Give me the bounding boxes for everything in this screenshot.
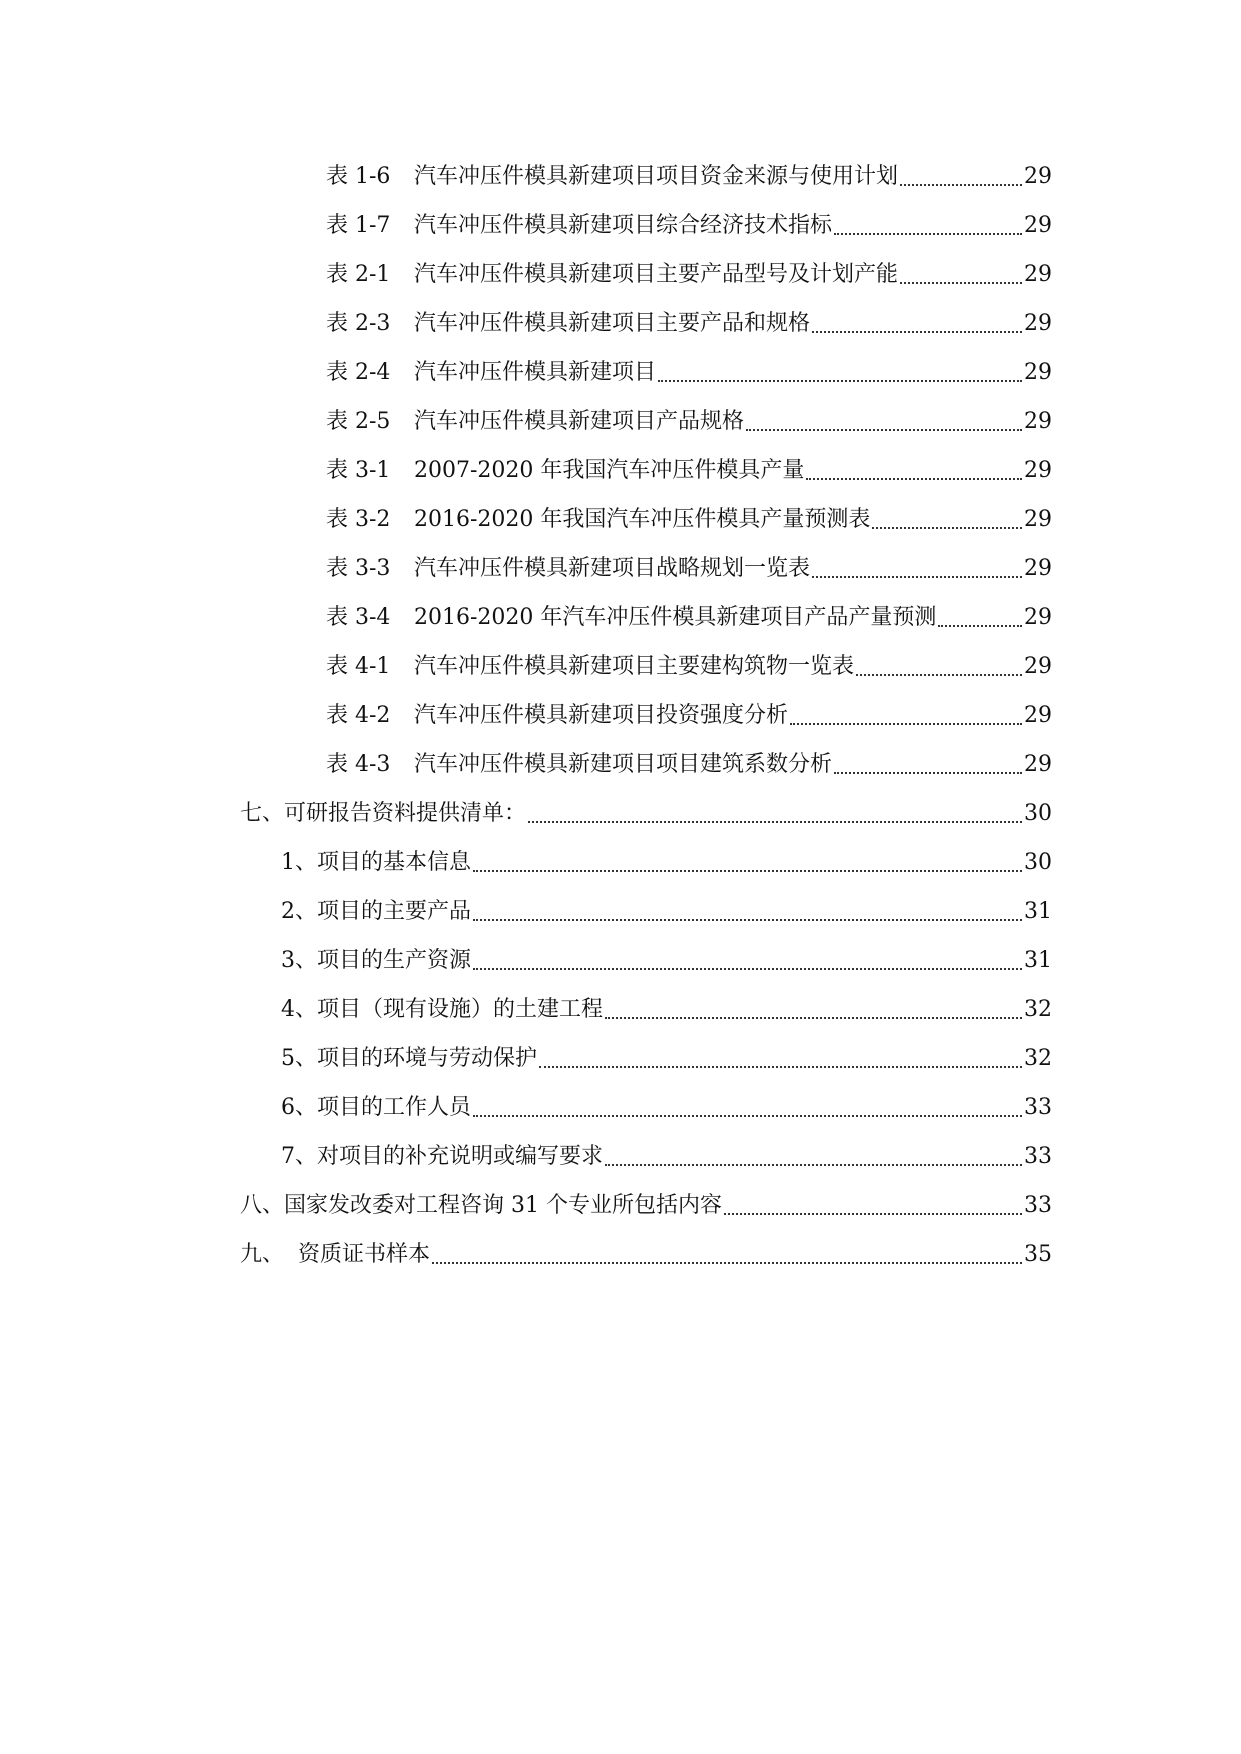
- dot-leader: [834, 232, 1022, 235]
- dot-leader: [528, 820, 1022, 823]
- toc-entry[interactable]: [0, 789, 1241, 838]
- toc-entry-title: 九、 资质证书样本: [240, 1241, 430, 1267]
- toc-entry-label: [326, 750, 832, 780]
- dot-leader: [872, 526, 1022, 529]
- toc-entry-page: 29: [1024, 653, 1052, 679]
- toc-entry-page: 33: [1024, 1143, 1052, 1169]
- dot-leader: [806, 477, 1022, 480]
- toc-entry[interactable]: [0, 299, 1241, 348]
- toc-entry-label: [326, 211, 832, 241]
- table-of-contents: [0, 152, 1241, 1279]
- toc-entry-number: 表 3-4: [326, 604, 391, 630]
- toc-entry-number: 表 2-5: [326, 408, 391, 434]
- toc-entry[interactable]: [0, 1132, 1241, 1181]
- toc-entry-number: 表 1-6: [326, 163, 391, 189]
- dot-leader: [605, 1016, 1022, 1019]
- toc-entry[interactable]: [0, 250, 1241, 299]
- toc-entry-title: 汽车冲压件模具新建项目产品规格: [414, 408, 745, 434]
- toc-entry-label: [326, 456, 804, 486]
- toc-entry-title: 七、可研报告资料提供清单：: [240, 800, 527, 826]
- toc-entry[interactable]: [0, 446, 1241, 495]
- toc-entry-page: 29: [1024, 506, 1052, 532]
- toc-entry-number: 表 3-3: [326, 555, 391, 581]
- toc-entry-title: 汽车冲压件模具新建项目投资强度分析: [414, 702, 789, 728]
- toc-entry-title: 5、项目的环境与劳动保护: [281, 1045, 537, 1071]
- toc-entry-label: [326, 505, 870, 535]
- toc-entry-number: 表 2-4: [326, 359, 391, 385]
- toc-entry[interactable]: [0, 691, 1241, 740]
- toc-entry-page: 29: [1024, 702, 1052, 728]
- toc-entry-page: 29: [1024, 604, 1052, 630]
- dot-leader: [834, 771, 1022, 774]
- toc-entry[interactable]: [0, 152, 1241, 201]
- dot-leader: [900, 183, 1022, 186]
- toc-entry-page: 33: [1024, 1192, 1052, 1218]
- dot-leader: [473, 967, 1022, 970]
- dot-leader: [539, 1065, 1022, 1068]
- dot-leader: [432, 1261, 1022, 1264]
- toc-entry-label: [326, 309, 810, 339]
- toc-entry[interactable]: [0, 887, 1241, 936]
- toc-entry-page: 33: [1024, 1094, 1052, 1120]
- dot-leader: [473, 869, 1022, 872]
- toc-entry-title: 汽车冲压件模具新建项目主要产品和规格: [414, 310, 811, 336]
- toc-entry-page: 29: [1024, 163, 1052, 189]
- toc-entry-title: 3、项目的生产资源: [281, 947, 471, 973]
- toc-entry-page: 29: [1024, 555, 1052, 581]
- toc-entry-title: 汽车冲压件模具新建项目综合经济技术指标: [414, 212, 833, 238]
- dot-leader: [724, 1212, 1022, 1215]
- dot-leader: [473, 918, 1022, 921]
- toc-entry[interactable]: [0, 201, 1241, 250]
- dot-leader: [605, 1163, 1022, 1166]
- toc-entry-number: 表 4-1: [326, 653, 391, 679]
- toc-entry-label: [326, 701, 788, 731]
- dot-leader: [658, 379, 1022, 382]
- toc-entry-title: 2007-2020 年我国汽车冲压件模具产量: [414, 457, 805, 483]
- toc-entry-number: 表 4-2: [326, 702, 391, 728]
- toc-entry-page: 29: [1024, 359, 1052, 385]
- toc-entry-number: 表 4-3: [326, 751, 391, 777]
- dot-leader: [790, 722, 1022, 725]
- toc-entry-page: 30: [1024, 800, 1052, 826]
- toc-entry-label: [326, 652, 854, 682]
- toc-entry-title: 汽车冲压件模具新建项目项目建筑系数分析: [414, 751, 833, 777]
- toc-entry-label: [326, 603, 936, 633]
- toc-entry-page: 29: [1024, 212, 1052, 238]
- toc-entry-title: 汽车冲压件模具新建项目主要建构筑物一览表: [414, 653, 855, 679]
- toc-entry-title: 2、项目的主要产品: [281, 898, 471, 924]
- toc-entry-label: [326, 554, 810, 584]
- toc-entry-page: 32: [1024, 996, 1052, 1022]
- toc-entry[interactable]: [0, 495, 1241, 544]
- toc-entry-number: 表 1-7: [326, 212, 391, 238]
- toc-entry-title: 汽车冲压件模具新建项目: [414, 359, 657, 385]
- toc-entry-label: [326, 358, 656, 388]
- toc-entry-page: 31: [1024, 898, 1052, 924]
- toc-entry-title: 4、项目（现有设施）的土建工程: [281, 996, 603, 1022]
- toc-entry-title: 2016-2020 年汽车冲压件模具新建项目产品产量预测: [414, 604, 937, 630]
- toc-entry-page: 35: [1024, 1241, 1052, 1267]
- toc-entry[interactable]: [0, 1083, 1241, 1132]
- toc-entry[interactable]: [0, 838, 1241, 887]
- toc-entry-title: 7、对项目的补充说明或编写要求: [281, 1143, 603, 1169]
- toc-entry-title: 6、项目的工作人员: [281, 1094, 471, 1120]
- dot-leader: [812, 575, 1022, 578]
- toc-entry-page: 29: [1024, 408, 1052, 434]
- toc-entry-number: 表 3-2: [326, 506, 391, 532]
- toc-entry-page: 31: [1024, 947, 1052, 973]
- toc-entry[interactable]: [0, 1230, 1241, 1279]
- toc-entry-title: 汽车冲压件模具新建项目战略规划一览表: [414, 555, 811, 581]
- toc-entry[interactable]: [0, 642, 1241, 691]
- toc-entry-title: 汽车冲压件模具新建项目主要产品型号及计划产能: [414, 261, 899, 287]
- toc-entry-number: 表 2-1: [326, 261, 391, 287]
- toc-entry-label: [326, 407, 744, 437]
- toc-entry-page: 29: [1024, 457, 1052, 483]
- toc-entry[interactable]: [0, 740, 1241, 789]
- toc-entry[interactable]: [0, 1181, 1241, 1230]
- dot-leader: [473, 1114, 1022, 1117]
- toc-entry-title: 汽车冲压件模具新建项目项目资金来源与使用计划: [414, 163, 899, 189]
- dot-leader: [900, 281, 1022, 284]
- dot-leader: [746, 428, 1022, 431]
- toc-entry-page: 29: [1024, 751, 1052, 777]
- toc-entry-title: 八、国家发改委对工程咨询 31 个专业所包括内容: [240, 1192, 722, 1218]
- toc-entry[interactable]: [0, 593, 1241, 642]
- toc-entry-page: 29: [1024, 261, 1052, 287]
- toc-entry-number: 表 2-3: [326, 310, 391, 336]
- toc-entry-number: 表 3-1: [326, 457, 391, 483]
- toc-entry-title: 2016-2020 年我国汽车冲压件模具产量预测表: [414, 506, 871, 532]
- toc-entry[interactable]: [0, 985, 1241, 1034]
- dot-leader: [856, 673, 1022, 676]
- toc-entry[interactable]: [0, 544, 1241, 593]
- toc-entry[interactable]: [0, 348, 1241, 397]
- dot-leader: [812, 330, 1022, 333]
- toc-entry-page: 32: [1024, 1045, 1052, 1071]
- toc-entry-title: 1、项目的基本信息: [281, 849, 471, 875]
- dot-leader: [938, 624, 1022, 627]
- toc-entry-page: 30: [1024, 849, 1052, 875]
- toc-entry-label: [326, 260, 898, 290]
- toc-entry[interactable]: [0, 397, 1241, 446]
- toc-entry[interactable]: [0, 1034, 1241, 1083]
- toc-entry[interactable]: [0, 936, 1241, 985]
- toc-entry-label: [326, 162, 898, 192]
- toc-entry-page: 29: [1024, 310, 1052, 336]
